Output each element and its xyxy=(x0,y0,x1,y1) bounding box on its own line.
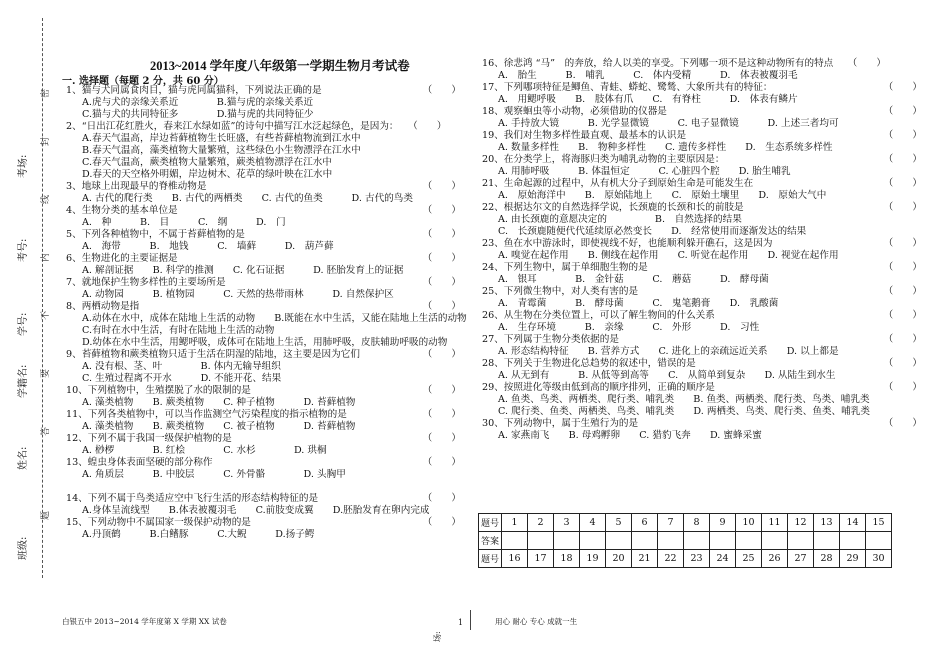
question-text: 11、下列各类植物中，可以当作监测空气污染程度的指示植物的是 xyxy=(66,409,347,420)
question-number-cell: 15 xyxy=(866,514,892,532)
answer-parenthesis: （ ） xyxy=(422,277,461,288)
question-stem xyxy=(66,85,461,97)
answer-cell[interactable] xyxy=(866,532,892,550)
questions-right-column xyxy=(482,58,922,442)
binding-mark: 封 xyxy=(41,136,51,146)
question-number-cell: 11 xyxy=(762,514,788,532)
footer-motto: 用心 耐心 专心 成就一生 xyxy=(495,617,578,626)
question-options: A. 种 B. 目 C. 纲 D. 门 xyxy=(82,217,286,228)
question-text: 24、下列生物中，属于单细胞生物的是 xyxy=(482,262,648,273)
question-stem xyxy=(482,262,922,274)
question-number-cell: 20 xyxy=(606,550,632,568)
answer-cell[interactable] xyxy=(632,532,658,550)
binding-cut-line xyxy=(42,18,43,578)
question-stem xyxy=(66,121,461,133)
question-options: A. 生存环境 B. 亲缘 C. 外形 D. 习性 xyxy=(498,322,760,333)
question-stem xyxy=(482,154,922,166)
question-text: 10、下列植物中，生殖摆脱了水的限制的是 xyxy=(66,385,251,396)
question-options: C.春天气温高，蕨类植物大量繁殖，蕨类植物漂浮在江水中 xyxy=(82,157,332,168)
question-stem xyxy=(482,238,922,250)
answer-parenthesis: （ ） xyxy=(422,349,461,360)
answer-cell[interactable] xyxy=(736,532,762,550)
question-options: A. 古代的爬行类 B. 古代的两栖类 C. 古代的鱼类 D. 古代的鸟类 xyxy=(82,193,413,204)
question-options: A. 家燕南飞 B. 母鸡孵卵 C. 猎豹飞奔 D. 蜜蜂采蜜 xyxy=(498,430,762,441)
question-text: 12、下列不属于我国一级保护植物的是 xyxy=(66,433,232,444)
question-stem xyxy=(482,286,922,298)
question-number-cell: 4 xyxy=(580,514,606,532)
question-options: C.猫与犬的共同特征多 D.猫与虎的共同特征少 xyxy=(82,109,314,120)
binding-label-student-id: 学号: xyxy=(18,312,29,336)
question-text: 27、下列属于生物分类依据的是 xyxy=(482,334,619,345)
answer-parenthesis: （ ） xyxy=(883,334,922,345)
question-options: A. 形态结构特征 B. 营养方式 C. 进化上的亲疏远近关系 D. 以上都是 xyxy=(498,346,839,357)
question-number-cell: 1 xyxy=(502,514,528,532)
answer-parenthesis: （ ） xyxy=(883,154,922,165)
question-number-cell: 13 xyxy=(814,514,840,532)
answer-parenthesis: （ ） xyxy=(422,457,461,468)
question-text: 5、下列各种植物中，不属于苔藓植物的是 xyxy=(66,229,245,240)
question-number-cell: 23 xyxy=(684,550,710,568)
binding-label-roll-name: 学籍名: xyxy=(18,364,29,398)
question-stem xyxy=(66,433,461,445)
question-number-cell: 29 xyxy=(840,550,866,568)
question-text: 25、下列微生物中，对人类有害的是 xyxy=(482,286,639,297)
question-options: A. 鱼类、鸟类、两栖类、爬行类、哺乳类 B. 鱼类、两栖类、爬行类、鸟类、哺乳类 xyxy=(498,394,870,405)
question-stem xyxy=(482,58,922,70)
question-stem xyxy=(482,130,922,142)
question-number-cell: 7 xyxy=(658,514,684,532)
binding-mark: 密 xyxy=(41,88,51,98)
answer-table xyxy=(478,513,892,568)
question-options: A.身体呈流线型 B.体表被覆羽毛 C.前肢变成翼 D.胚胎发育在卵内完成 xyxy=(82,505,430,516)
question-options: D.春天的天空格外明媚，岸边树木、花草的绿叶映在江水中 xyxy=(82,169,333,180)
question-stem xyxy=(66,457,461,469)
answer-parenthesis: （ ） xyxy=(883,82,922,93)
question-text: 4、生物分类的基本单位是 xyxy=(66,205,178,216)
answer-parenthesis: （ ） xyxy=(422,409,461,420)
question-text: 1、猫与犬同属食肉目，猫与虎同属猫科，下列说法正确的是 xyxy=(66,85,322,96)
question-text: 9、苔藓植物和蕨类植物只适于生活在阴湿的陆地，这主要是因为它们 xyxy=(66,349,360,360)
bottom-binding-label: 场: xyxy=(433,631,442,642)
answer-parenthesis: （ ） xyxy=(883,310,922,321)
answer-parenthesis: （ ） xyxy=(883,286,922,297)
answer-parenthesis: （ ） xyxy=(883,358,922,369)
question-text: 26、从生物在分类位置上，可以了解生物间的什么关系 xyxy=(482,310,715,321)
question-stem xyxy=(66,253,461,265)
question-stem xyxy=(482,358,922,370)
binding-mark: 内 xyxy=(41,252,51,262)
question-text: 29、按照进化等级由低到高的顺序排列，正确的顺序是 xyxy=(482,382,715,393)
question-stem xyxy=(482,106,922,118)
question-number-cell: 22 xyxy=(658,550,684,568)
question-text: 13、蝗虫身体表面坚硬的部分称作 xyxy=(66,457,213,468)
question-options: A. 用肺呼吸 B. 体温恒定 C. 心脏四个腔 D. 胎生哺乳 xyxy=(498,166,791,177)
question-stem xyxy=(66,385,461,397)
question-number-cell: 5 xyxy=(606,514,632,532)
question-number-cell: 19 xyxy=(580,550,606,568)
question-number-cell: 28 xyxy=(814,550,840,568)
question-stem xyxy=(66,409,461,421)
question-number-cell: 25 xyxy=(736,550,762,568)
question-options: A. 胎生 B. 哺乳 C. 体内受精 D. 体表被覆羽毛 xyxy=(498,70,798,81)
question-options: A. 桫椤 B. 红桧 C. 水杉 D. 珙桐 xyxy=(82,445,327,456)
question-text: 20、在分类学上，将海豚归类为哺乳动物的主要原因是： xyxy=(482,154,725,165)
binding-mark: 答 xyxy=(41,426,51,436)
questions-left-column xyxy=(66,85,467,541)
question-number-cell: 3 xyxy=(554,514,580,532)
question-options: A. 数量多样性 B. 物种多样性 C. 遗传多样性 D. 生态系统多样性 xyxy=(498,142,833,153)
question-options: A. 藻类植物 B. 蕨类植物 C. 被子植物 D. 苔藓植物 xyxy=(82,421,356,432)
question-stem xyxy=(66,517,461,529)
question-number-cell: 26 xyxy=(762,550,788,568)
answer-cell[interactable] xyxy=(840,532,866,550)
question-number-cell: 24 xyxy=(710,550,736,568)
answer-cell[interactable] xyxy=(502,532,528,550)
answer-cell[interactable] xyxy=(788,532,814,550)
question-number-cell: 12 xyxy=(788,514,814,532)
answer-parenthesis: （ ） xyxy=(422,517,461,528)
question-text: 22、根据达尔文的自然选择学说，长颈鹿的长颈和长的前肢是 xyxy=(482,202,744,213)
question-stem xyxy=(66,205,461,217)
binding-label-exam-number: 考号: xyxy=(18,238,29,262)
question-options: A. 嗅觉在起作用 B. 侧线在起作用 C. 听觉在起作用 D. 视觉在起作用 xyxy=(498,250,839,261)
question-number-cell: 21 xyxy=(632,550,658,568)
question-number-cell: 6 xyxy=(632,514,658,532)
question-options: A. 银耳 B. 金针菇 C. 蘑菇 D. 酵母菌 xyxy=(498,274,769,285)
footer-divider xyxy=(470,610,471,630)
binding-mark: 线 xyxy=(41,194,51,204)
question-number-cell: 16 xyxy=(502,550,528,568)
binding-label-exam-room: 考场: xyxy=(18,154,29,178)
question-options: A. 海带 B. 地钱 C. 墙藓 D. 葫芦藓 xyxy=(82,241,334,252)
question-options: C. 长颈鹿随便代代延续原必然变长 D. 经常使用而逐渐发达的结果 xyxy=(498,226,807,237)
question-options: C. 生殖过程离不开水 D. 不能开花、结果 xyxy=(82,373,282,384)
answer-cell[interactable] xyxy=(606,532,632,550)
question-number-cell: 17 xyxy=(528,550,554,568)
answer-parenthesis: （ ） xyxy=(422,205,461,216)
question-options: A.虎与犬的亲缘关系近 B.猫与虎的亲缘关系近 xyxy=(82,97,314,108)
answer-parenthesis: （ ） xyxy=(422,385,461,396)
binding-label-class: 班级: xyxy=(18,536,29,560)
answer-cell[interactable] xyxy=(814,532,840,550)
question-text: 18、观察蛔虫等小动物，必须借助的仪器是 xyxy=(482,106,667,117)
question-options: A. 用鳃呼吸 B. 肢体有爪 C. 有脊柱 D. 体表有鳞片 xyxy=(498,94,798,105)
question-number-cell: 10 xyxy=(736,514,762,532)
question-stem xyxy=(66,277,461,289)
question-options: A.动体在水中，成体在陆地上生活的动物 B.既能在水中生活，又能在陆地上生活的动物 xyxy=(82,313,467,324)
question-number-cell: 9 xyxy=(710,514,736,532)
answer-parenthesis: （ ） xyxy=(422,433,461,444)
answer-parenthesis: （ ） xyxy=(883,382,922,393)
question-options: A. 藻类植物 B. 蕨类植物 C. 种子植物 D. 苔藓植物 xyxy=(82,397,356,408)
binding-mark: 不 xyxy=(41,310,51,320)
question-text: 2、“日出江花红胜火，春来江水绿如蓝”的诗句中描写江水泛起绿色，是因为： （ ） xyxy=(66,121,447,132)
answer-table-row-label: 答案 xyxy=(479,532,502,550)
answer-parenthesis: （ ） xyxy=(422,181,461,192)
question-stem xyxy=(482,178,922,190)
answer-cell[interactable] xyxy=(528,532,554,550)
question-stem xyxy=(66,301,461,313)
question-text: 28、下列关于生物进化总趋势的叙述中，错误的是 xyxy=(482,358,696,369)
answer-parenthesis: （ ） xyxy=(422,301,461,312)
question-options: A.丹顶鹤 B.白鳍豚 C.大鲵 D.扬子鳄 xyxy=(82,529,315,540)
answer-table-row-label: 题号 xyxy=(479,514,502,532)
question-options: A. 青霉菌 B. 酵母菌 C. 鬼笔鹅膏 D. 乳酸菌 xyxy=(498,298,779,309)
answer-cell[interactable] xyxy=(710,532,736,550)
question-stem xyxy=(482,202,922,214)
question-text: 23、鱼在水中游泳时，即使视线不好，也能顺利躲开礁石，这是因为 xyxy=(482,238,773,249)
question-text: 16、徐悲鸿 “马” 的奔放，给人以美的享受。下列哪一项不是这种动物所有的特点 （ ） xyxy=(482,58,887,69)
answer-parenthesis: （ ） xyxy=(422,85,461,96)
question-text: 19、我们对生物多样性最直观、最基本的认识是 xyxy=(482,130,687,141)
answer-parenthesis: （ ） xyxy=(883,418,922,429)
question-stem xyxy=(66,493,461,505)
question-text: 3、地球上出现最早的脊椎动物是 xyxy=(66,181,207,192)
question-options: B.春天气温高，藻类植物大量繁殖，这些绿色小生物漂浮在江水中 xyxy=(82,145,361,156)
question-text: 14、下列不属于鸟类适应空中飞行生活的形态结构特征的是 xyxy=(66,493,319,504)
question-text: 7、就地保护生物多样性的主要场所是 xyxy=(66,277,226,288)
answer-parenthesis: （ ） xyxy=(422,229,461,240)
footer-page-number: 1 xyxy=(458,618,464,627)
question-number-cell: 8 xyxy=(684,514,710,532)
answer-parenthesis: （ ） xyxy=(883,106,922,117)
answer-cell[interactable] xyxy=(658,532,684,550)
question-number-cell: 2 xyxy=(528,514,554,532)
question-options: A. 原始海洋中 B. 原始陆地上 C. 原始土壤里 D. 原始大气中 xyxy=(498,190,827,201)
question-options: C.有时在水中生活，有时在陆地上生活的动物 xyxy=(82,325,275,336)
exam-title: 2013~2014 学年度八年级第一学期生物月考试卷 xyxy=(150,59,410,73)
question-options: A. 从无到有 B. 从低等到高等 C. 从简单到复杂 D. 从陆生到水生 xyxy=(498,370,836,381)
question-stem xyxy=(66,349,461,361)
question-text: 17、下列哪项特征是鲫鱼、青蛙、蟒蛇、鹭鸶、大象所共有的特征： xyxy=(482,82,773,93)
question-options: A.春天气温高，岸边苔藓植物生长旺盛，有些苔藓植物流到江水中 xyxy=(82,133,361,144)
section-heading: 一. 选择题（每题 2 分，共 60 分） xyxy=(62,76,224,87)
question-options: A. 由长颈鹿的意愿决定的 B. 自然选择的结果 xyxy=(498,214,742,225)
question-stem xyxy=(482,382,922,394)
question-text: 21、生命起源的过程中，从有机大分子到原始生命是可能发生在 xyxy=(482,178,754,189)
question-stem xyxy=(482,82,922,94)
binding-label-name: 姓名: xyxy=(18,446,29,470)
question-stem xyxy=(66,181,461,193)
answer-parenthesis: （ ） xyxy=(883,130,922,141)
binding-mark: 要 xyxy=(41,368,51,378)
answer-cell[interactable] xyxy=(684,532,710,550)
question-text: 30、下列动物中，属于生殖行为的是 xyxy=(482,418,639,429)
answer-parenthesis: （ ） xyxy=(883,262,922,273)
answer-table-row-label: 题号 xyxy=(479,550,502,568)
question-number-cell: 18 xyxy=(554,550,580,568)
question-number-cell: 14 xyxy=(840,514,866,532)
answer-parenthesis: （ ） xyxy=(883,238,922,249)
question-text: 6、生物进化的主要证据是 xyxy=(66,253,178,264)
question-options: A. 解剖证据 B. 科学的推测 C. 化石证据 D. 胚胎发育上的证据 xyxy=(82,265,404,276)
question-text: 8、两栖动物是指 xyxy=(66,301,140,312)
question-options: D.幼体在水中生活，用鳃呼吸，成体可在陆地上生活，用肺呼吸，皮肤辅助呼吸的动物 xyxy=(82,337,448,348)
question-options: A. 手持放大镜 B. 光学显微镜 C. 电子显微镜 D. 上述三者均可 xyxy=(498,118,839,129)
binding-mark: 题 xyxy=(41,510,51,520)
answer-parenthesis: （ ） xyxy=(422,493,461,504)
question-options: A. 动物园 B. 植物园 C. 天然的热带雨林 D. 自然保护区 xyxy=(82,289,394,300)
answer-parenthesis: （ ） xyxy=(883,178,922,189)
footer-school: 白银五中 2013~2014 学年度第 X 学期 XX 试卷 xyxy=(62,617,227,626)
question-options: A. 没有根、茎、叶 B. 体内无输导组织 xyxy=(82,361,281,372)
question-options: C. 爬行类、鱼类、两栖类、鸟类、哺乳类 D. 两栖类、鸟类、爬行类、鱼类、哺乳类 xyxy=(498,406,870,417)
answer-parenthesis: （ ） xyxy=(422,253,461,264)
answer-cell[interactable] xyxy=(554,532,580,550)
question-stem xyxy=(482,418,922,430)
binding-strip xyxy=(8,0,60,658)
answer-cell[interactable] xyxy=(580,532,606,550)
question-stem xyxy=(66,229,461,241)
answer-cell[interactable] xyxy=(762,532,788,550)
question-number-cell: 27 xyxy=(788,550,814,568)
question-options: A. 角质层 B. 中胶层 C. 外骨骼 D. 头胸甲 xyxy=(82,469,346,480)
question-text: 15、下列动物中不属国家一级保护动物的是 xyxy=(66,517,251,528)
question-stem xyxy=(482,310,922,322)
question-number-cell: 30 xyxy=(866,550,892,568)
answer-parenthesis: （ ） xyxy=(883,202,922,213)
question-stem xyxy=(482,334,922,346)
